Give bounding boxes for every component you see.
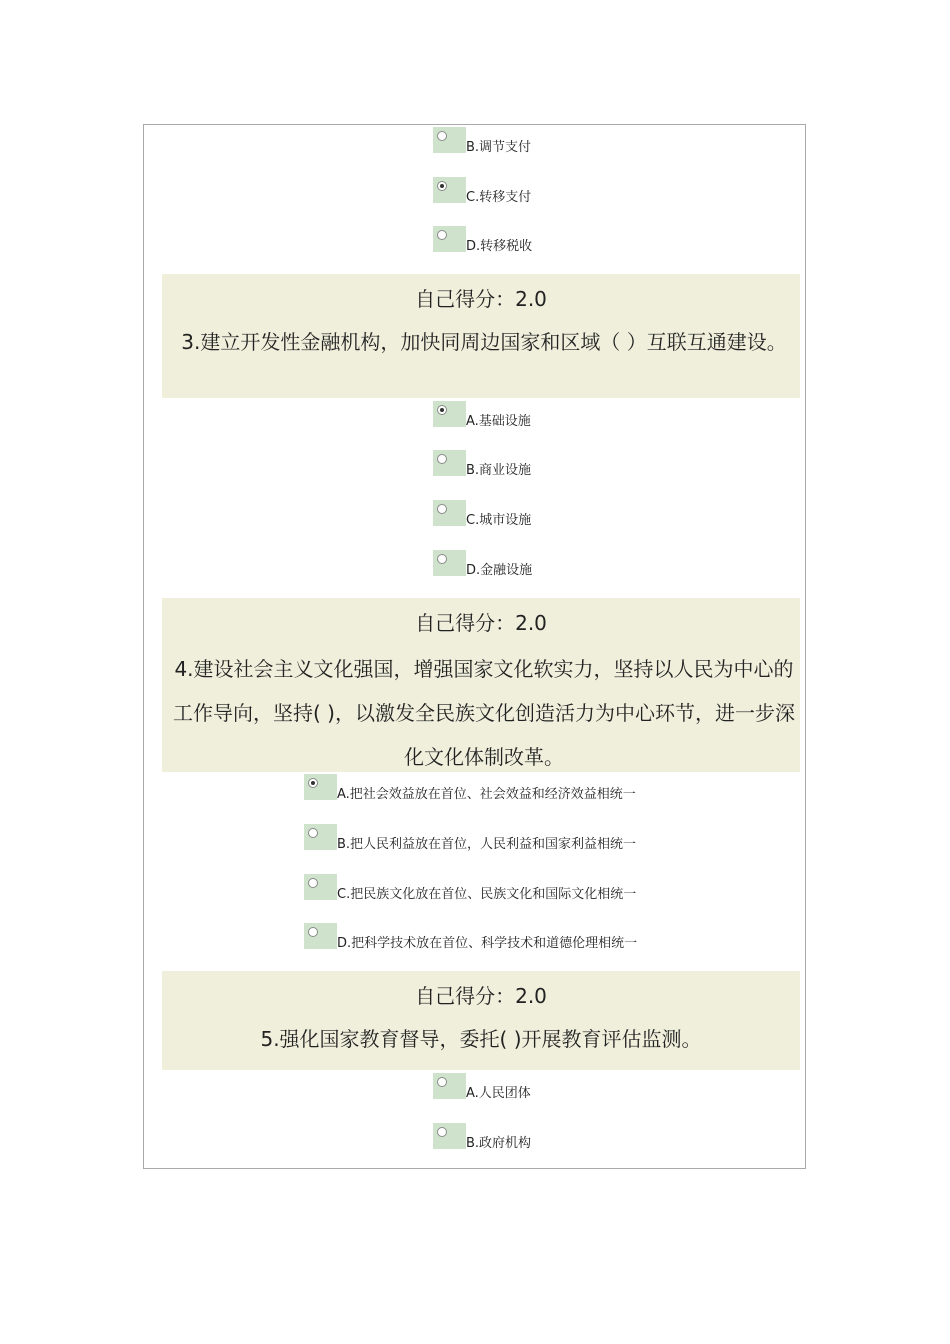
option-label: C.转移支付 [466,190,532,205]
radio-checked-icon[interactable] [437,181,447,191]
score-text: 自己得分：2.0 [415,287,547,311]
radio-button-background [433,226,466,252]
radio-button-background [433,550,466,576]
radio-icon[interactable] [308,878,318,888]
radio-icon[interactable] [437,554,447,564]
radio-button-background [304,824,337,850]
score-text: 自己得分：2.0 [415,984,547,1008]
option-label: A.基础设施 [466,414,531,429]
option-label: B.调节支付 [466,140,532,155]
radio-button-background [433,1073,466,1099]
score-text: 自己得分：2.0 [415,611,547,635]
option-label: C.把民族文化放在首位、民族文化和国际文化相统一 [337,887,637,902]
radio-icon[interactable] [437,504,447,514]
option-label: D.转移税收 [466,239,533,254]
q5-header [162,971,800,1070]
radio-button-background [304,874,337,900]
radio-icon[interactable] [437,1127,447,1137]
option-label: D.把科学技术放在首位、科学技术和道德伦理相统一 [337,936,638,951]
q3-header [162,274,800,398]
radio-button-background [304,923,337,949]
option-label: A.人民团体 [466,1086,531,1101]
radio-icon[interactable] [437,131,447,141]
radio-checked-icon[interactable] [437,405,447,415]
radio-button-background [433,450,466,476]
option-label: A.把社会效益放在首位、社会效益和经济效益相统一 [337,787,636,802]
radio-icon[interactable] [437,1077,447,1087]
radio-button-background [433,127,466,153]
radio-button-background [433,401,466,427]
question-text: 3.建立开发性金融机构，加快同周边国家和区域（ ）互联互通建设。 [181,330,787,354]
question-text: 5.强化国家教育督导，委托( )开展教育评估监测。 [260,1027,702,1051]
radio-button-background [433,177,466,203]
radio-button-background [433,500,466,526]
radio-icon[interactable] [308,828,318,838]
radio-icon[interactable] [437,230,447,240]
radio-button-background [433,1123,466,1149]
option-label: D.金融设施 [466,563,533,578]
option-label: B.把人民利益放在首位，人民利益和国家利益相统一 [337,837,637,852]
radio-icon[interactable] [308,927,318,937]
q4-header [162,598,800,772]
radio-button-background [304,774,337,800]
radio-checked-icon[interactable] [308,778,318,788]
option-label: B.商业设施 [466,463,532,478]
option-label: C.城市设施 [466,513,532,528]
question-text: 4.建设社会主义文化强国，增强国家文化软实力，坚持以人民为中心的工作导向，坚持( )，以激发全民族文化创造活力为中心环节，进一步深化文化体制改革。 [173,657,795,769]
radio-icon[interactable] [437,454,447,464]
option-label: B.政府机构 [466,1136,532,1151]
